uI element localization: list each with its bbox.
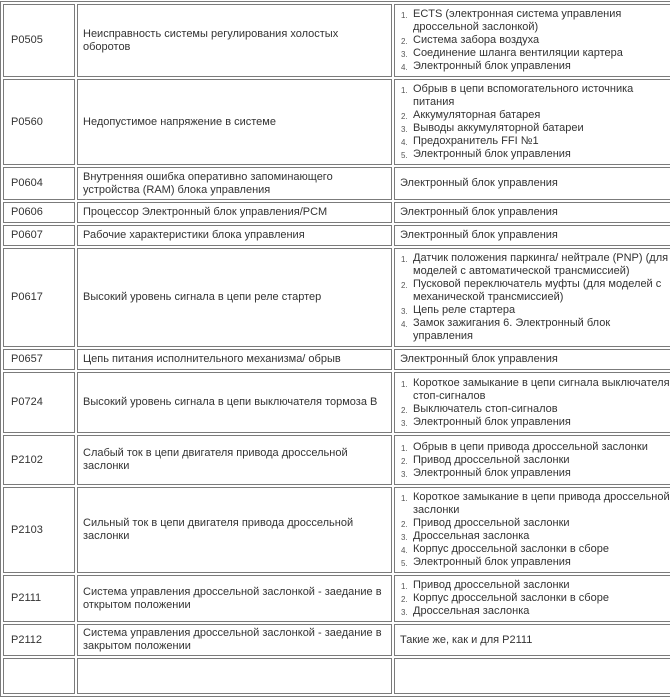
dtc-code: P2102	[3, 435, 75, 485]
cause-item: Обрыв в цепи вспомогательного источника питания	[413, 83, 634, 108]
cause-item: Аккумуляторная батарея	[413, 109, 541, 121]
causes-list	[400, 579, 670, 618]
dtc-causes	[394, 658, 670, 694]
dtc-description: Рабочие характеристики блока управления	[77, 225, 392, 246]
dtc-description: Высокий уровень сигнала в цепи выключателя тормоза B	[77, 372, 392, 433]
table-row	[3, 225, 670, 246]
causes-list	[400, 377, 670, 429]
dtc-description: Сильный ток в цепи двигателя привода дроссельной заслонки	[77, 487, 392, 573]
dtc-table-body	[3, 4, 670, 694]
cause-item: Короткое замыкание в цепи сигнала выключателя стоп-сигналов	[413, 376, 670, 402]
cause-item: Электронный блок управления	[413, 466, 571, 479]
dtc-causes	[394, 4, 670, 77]
cause-item: Пусковой переключатель муфты (для моделей с механической трансмиссией)	[413, 278, 662, 303]
table-row	[3, 435, 670, 485]
table-row	[3, 349, 670, 370]
dtc-causes: Такие же, как и для P2111	[394, 624, 670, 656]
cause-item: Выключатель стоп-сигналов	[413, 402, 558, 415]
dtc-causes	[394, 487, 670, 573]
cause-item: ECTS (электронная система управления дроссельной заслонкой)	[413, 8, 622, 33]
cause-item: Корпус дроссельной заслонки в сборе	[413, 592, 609, 604]
dtc-description: Слабый ток в цепи двигателя привода дроссельной заслонки	[77, 435, 392, 485]
cause-item: Замок зажигания 6. Электронный блок управления	[413, 317, 611, 342]
cause-item: Дроссельная заслонка	[413, 605, 530, 617]
cause-item: Привод дроссельной заслонки	[413, 579, 570, 591]
table-row	[3, 487, 670, 573]
dtc-code: P0604	[3, 167, 75, 200]
dtc-code: P0606	[3, 202, 75, 223]
cause-item: Цепь реле стартера	[413, 304, 516, 316]
dtc-causes: Электронный блок управления	[394, 349, 670, 370]
dtc-description: Внутренняя ошибка оперативно запоминающего устройства (RAM) блока управления	[77, 167, 392, 200]
dtc-table	[0, 1, 670, 697]
dtc-description: Неисправность системы регулирования холостых оборотов	[77, 4, 392, 77]
dtc-code: P0724	[3, 372, 75, 433]
cause-item: Электронный блок управления	[413, 148, 571, 160]
dtc-code: P0617	[3, 248, 75, 347]
dtc-description: Система управления дроссельной заслонкой - заедание в открытом положении	[77, 575, 392, 622]
cause-item: Привод дроссельной заслонки	[413, 517, 570, 529]
cause-item: Электронный блок управления	[413, 415, 571, 428]
dtc-code: P0657	[3, 349, 75, 370]
causes-list	[400, 8, 670, 73]
cause-item: Выводы аккумуляторной батареи	[413, 122, 584, 134]
cause-item: Предохранитель FFI №1	[413, 135, 539, 147]
dtc-code: P2112	[3, 624, 75, 656]
dtc-causes	[394, 435, 670, 485]
dtc-code: P2103	[3, 487, 75, 573]
dtc-causes	[394, 575, 670, 622]
table-row	[3, 658, 670, 694]
dtc-causes: Электронный блок управления	[394, 167, 670, 200]
dtc-description	[77, 658, 392, 694]
dtc-code: P0505	[3, 4, 75, 77]
cause-item: Корпус дроссельной заслонки в сборе	[413, 543, 609, 555]
table-row	[3, 372, 670, 433]
dtc-causes	[394, 79, 670, 165]
table-row	[3, 4, 670, 77]
dtc-code	[3, 658, 75, 694]
causes-list	[400, 83, 670, 161]
cause-item: Дроссельная заслонка	[413, 530, 530, 542]
dtc-causes: Электронный блок управления	[394, 225, 670, 246]
cause-item: Электронный блок управления	[413, 60, 571, 72]
causes-list	[400, 491, 670, 569]
table-row	[3, 167, 670, 200]
dtc-description: Цепь питания исполнительного механизма/ обрыв	[77, 349, 392, 370]
dtc-code: P0560	[3, 79, 75, 165]
table-row	[3, 575, 670, 622]
cause-item: Обрыв в цепи привода дроссельной заслонки	[413, 440, 648, 453]
table-row	[3, 624, 670, 656]
cause-item: Привод дроссельной заслонки	[413, 453, 570, 466]
dtc-causes	[394, 372, 670, 433]
cause-item: Электронный блок управления	[413, 556, 571, 568]
cause-item: Соединение шланга вентиляции картера	[413, 47, 623, 59]
dtc-code: P2111	[3, 575, 75, 622]
dtc-causes: Электронный блок управления	[394, 202, 670, 223]
dtc-causes	[394, 248, 670, 347]
table-row	[3, 202, 670, 223]
table-row	[3, 79, 670, 165]
dtc-description: Высокий уровень сигнала в цепи реле стартер	[77, 248, 392, 347]
dtc-description: Система управления дроссельной заслонкой - заедание в закрытом положении	[77, 624, 392, 656]
table-row	[3, 248, 670, 347]
cause-item: Короткое замыкание в цепи привода дроссельной заслонки	[413, 491, 670, 516]
cause-item: Датчик положения паркинга/ нейтрале (PNP) (для моделей с автоматической трансмиссией)	[413, 252, 669, 277]
dtc-description: Процессор Электронный блок управления/PCM	[77, 202, 392, 223]
causes-list	[400, 252, 670, 343]
causes-list	[400, 441, 670, 480]
dtc-code: P0607	[3, 225, 75, 246]
dtc-description: Недопустимое напряжение в системе	[77, 79, 392, 165]
cause-item: Система забора воздуха	[413, 34, 540, 46]
